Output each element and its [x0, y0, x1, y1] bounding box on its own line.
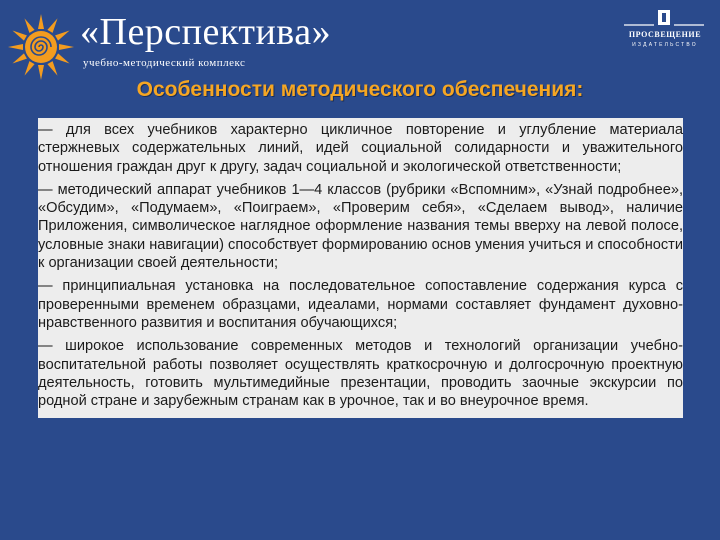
paragraph: — для всех учебников характерно цикличное повторение и углубление материала стержневых содержательных линий, идей социальной солидарности и уважительного отношения граждан друг к другу, задач социальной и экологической ответственности;: [38, 122, 683, 175]
publisher-name: ПРОСВЕЩЕНИЕ: [628, 30, 702, 39]
paragraph: — принципиальная установка на последовательное сопоставление содержания курса с проверенными временем образцами, идеалами, нормами составляет фундамент духовно-нравственного развития и воспитания обучающихся;: [38, 278, 683, 331]
page-title: Особенности методического обеспечения:: [136, 78, 584, 101]
publisher-subtitle: ИЗДАТЕЛЬСТВО: [632, 42, 698, 48]
slide-header: [0, 0, 720, 107]
sun-spiral-icon: [6, 12, 76, 82]
brand-subtitle: учебно-методический комплекс: [83, 57, 246, 69]
content-panel: [38, 118, 683, 418]
brand-title: «Перспектива»: [80, 11, 332, 53]
paragraph: — методический аппарат учебников 1—4 классов (рубрики «Вспомним», «Узнай подробнее», «Обсудим», «Подумаем», «Поиграем», «Проверим себя», «Сделаем вывод», наличие Приложения, символическое наглядное оформление названия темы вверху на левой полосе, условные знаки навигации) способствует формированию основ умения учиться и способности к организации своей деятельности;: [38, 181, 683, 272]
paragraph: — широкое использование современных методов и технологий организации учебно-воспитательной работы позволяет осуществлять краткосрочную и долгосрочную проектную деятельность, готовить мультимедийные презентации, проводить заочные экскурсии по родной стране и зарубежным странам как в урочное, так и во внеурочное время.: [38, 338, 683, 410]
